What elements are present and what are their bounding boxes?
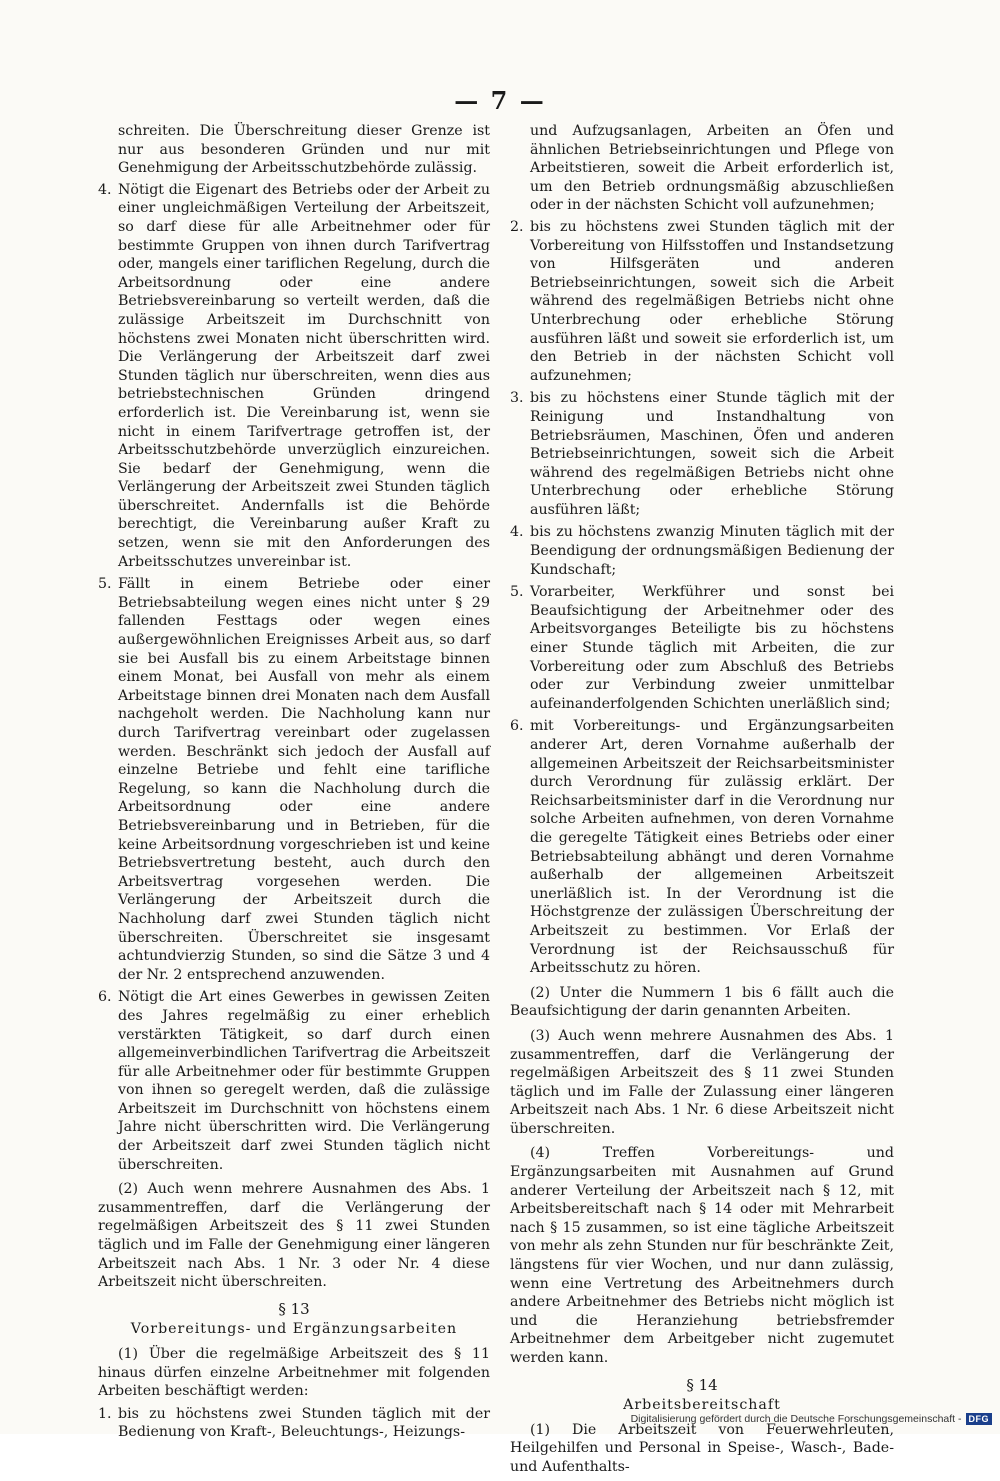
list-item bbox=[510, 523, 894, 579]
item-text: Nötigt die Art eines Gewerbes in gewissen Zeiten des Jahres regelmäßig zu einer erheblich verstärkten Tätigkeit, so darf durch einen allgemeinverbindlichen Tarifvertrag die Arbeitszeit für alle Arbeitnehmer oder für bestimmte Gruppen von ihnen so geregelt werden, daß die zulässige Arbeitszeit im Durchschnitt von höchstens einem Jahre nicht überschritten wird. Die Verlängerung der Arbeitszeit darf zwei Stunden täglich nicht überschreiten. bbox=[118, 989, 490, 1173]
item-text: Nötigt die Eigenart des Betriebs oder der Arbeit zu einer ungleichmäßigen Verteilung der Arbeitszeit, so darf diese für alle Arbeitnehmer oder für bestimmte Gruppen von ihnen durch Tarifvertrag oder, mangels einer tariflichen Regelung, durch die Arbeitsordnung oder eine andere Betriebsvereinbarung so verteilt werden, daß die zulässige Arbeitszeit im Durchschnitt von höchstens zwei Monaten nicht überschritten wird. Die Verlängerung der Arbeitszeit darf zwei Stunden täglich nur überschreiten, wenn dies aus betriebstechnischen Gründen dringend erforderlich ist. Die Vereinbarung ist, wenn sie nicht in einem Tarifvertrage getroffen ist, der Arbeitsschutzbehörde unverzüglich einzureichen. Sie bedarf der Genehmigung, wenn die Verlängerung der Arbeitszeit zwei Stunden täglich überschreitet. Andernfalls ist die Behörde berechtigt, die Vereinbarung außer Kraft zu setzen, wenn sie mit den Anforderungen des Arbeitsschutzes unvereinbar ist. bbox=[118, 181, 490, 570]
item-text: bis zu höchstens zwanzig Minuten täglich mit der Beendigung der ordnungsmäßigen Bedienung der Kundschaft; bbox=[530, 524, 894, 578]
item-number: 2. bbox=[510, 218, 524, 235]
section-paragraph-1: (1) Über die regelmäßige Arbeitszeit des § 11 hinaus dürfen einzelne Arbeitnehmer mit folgenden Arbeiten beschäftigt werden: bbox=[98, 1346, 490, 1400]
list-item bbox=[98, 1405, 490, 1442]
section-paragraph-1: (1) Die Arbeitszeit von Feuerwehrleuten, Heilgehilfen und Personal in Speise-, Wasch-, Bade- und Aufenthalts- bbox=[510, 1421, 894, 1475]
item-text: Vorarbeiter, Werkführer und sonst bei Beaufsichtigung der Arbeitnehmer oder des Arbeitsvorganges Beteiligte bis zu höchstens einer Stunde täglich mit Arbeiten, die zur Vorbereitung oder zum Abschluß des Betriebs oder zur Verbindung zweier unmittelbar aufeinanderfolgenden Schichten unerläßlich sind; bbox=[530, 584, 894, 712]
item-text: bis zu höchstens einer Stunde täglich mit der Reinigung und Instandhaltung von Betriebsräumen, Maschinen, Öfen und anderen Betriebseinrichtungen, soweit sich die Arbeit während des regelmäßigen Betriebs nicht ohne Unterbrechung oder erhebliche Störung ausführen läßt; bbox=[530, 390, 894, 518]
list-item bbox=[510, 389, 894, 519]
left-intro: schreiten. Die Überschreitung dieser Grenze ist nur aus besonderen Gründen und nur mit Genehmigung der Arbeitsschutzbehörde zulässig. bbox=[118, 123, 490, 177]
item-text: Fällt in einem Betriebe oder einer Betriebsabteilung wegen eines nicht unter § 29 fallenden Festtags oder wegen eines außergewöhnlichen Ereignisses Arbeit aus, so darf sie bei Ausfall bis zu einem Arbeitstage binnen einem Monat, bei Ausfall von mehr als einem Arbeitstage binnen drei Monaten nach dem Ausfall nachgeholt werden. Die Nachholung kann nur durch Tarifvertrag vereinbart oder zugelassen werden. Beschränkt sich jedoch der Ausfall auf einzelne Betriebe und fehlt eine tarifliche Regelung, so kann die Nachholung durch die Arbeitsordnung oder eine andere Betriebsvereinbarung und in Betrieben, für die keine Arbeitsordnung vorgeschrieben ist und keine Betriebsvertretung besteht, auch durch den Arbeitsvertrag vorgesehen werden. Die Verlängerung der Arbeitszeit durch die Nachholung darf zwei Stunden täglich nicht überschreiten. Überschreitet sie insgesamt achtundvierzig Stunden, so sind die Sätze 3 und 4 der Nr. 2 entsprechend anzuwenden. bbox=[118, 576, 490, 983]
list-item bbox=[510, 717, 894, 977]
item-number: 4. bbox=[98, 181, 112, 198]
left-column bbox=[98, 122, 490, 1446]
item-number: 1. bbox=[98, 1405, 112, 1422]
right-continuation: und Aufzugsanlagen, Arbeiten an Öfen und ähnlichen Betriebseinrichtungen und Pflege von Arbeitstieren, soweit die Arbeit erforderlich ist, um den Betrieb ordnungsmäßig abzuschließen oder in der nächsten Schicht voll aufzunehmen; bbox=[530, 123, 894, 214]
item-text: mit Vorbereitungs- und Ergänzungsarbeiten anderer Art, deren Vornahme außerhalb der allgemeinen Arbeitszeit der Reichsarbeitsminister durch Verordnung für zulässig erklärt. Der Reichsarbeitsminister darf in die Verordnung nur solche Arbeiten aufnehmen, von deren Vornahme die geregelte Tätigkeit eines Betriebs oder einer Betriebsabteilung abhängt und deren Vornahme außerhalb der allgemeinen Arbeitszeit unerläßlich ist. In der Verordnung ist die Höchstgrenze der zulässigen Überschreitung der Arbeitszeit zu bestimmen. Vor Erlaß der Verordnung ist der Reichsausschuß für Arbeitsschutz zu hören. bbox=[530, 718, 894, 977]
item-number: 3. bbox=[510, 390, 524, 407]
footer-text: Digitalisierung gefördert durch die Deutsche Forschungsgemeinschaft - bbox=[630, 1413, 962, 1425]
section-heading: § 14 bbox=[686, 1375, 718, 1394]
page-number: — 7 — bbox=[454, 86, 546, 115]
dfg-logo-icon: DFG bbox=[966, 1413, 993, 1425]
paragraph-4: (4) Treffen Vorbereitungs- und Ergänzungsarbeiten mit Ausnahmen auf Grund anderer Verteilung der Arbeitszeit nach § 12, mit Arbeitsbereitschaft nach § 14 oder mit Mehrarbeit nach § 15 zusammen, so ist eine tägliche Arbeitszeit von mehr als zehn Stunden nur für beschränkte Zeit, längstens für vier Wochen, und nur dann zulässig, wenn eine Vertretung des Arbeitnehmers durch andere Arbeitnehmer des Betriebs nicht möglich ist und die Heranziehung betriebsfremder Arbeitnehmer dem Arbeitgeber nicht zugemutet werden kann. bbox=[510, 1145, 894, 1366]
list-item bbox=[98, 181, 490, 571]
paragraph-3: (3) Auch wenn mehrere Ausnahmen des Abs. 1 zusammentreffen, darf die Verlängerung der regelmäßigen Arbeitszeit des § 11 zwei Stunden täglich und im Falle der Zulassung einer längeren Arbeitszeit nach Abs. 1 Nr. 6 diese Arbeitszeit nicht überschreiten. bbox=[510, 1027, 894, 1137]
item-number: 6. bbox=[98, 989, 112, 1006]
list-item bbox=[98, 988, 490, 1174]
list-item bbox=[510, 583, 894, 713]
item-text: bis zu höchstens zwei Stunden täglich mit der Bedienung von Kraft-, Beleuchtungs-, Heizungs- bbox=[118, 1405, 490, 1441]
footer bbox=[631, 1413, 992, 1425]
item-number: 4. bbox=[510, 524, 524, 541]
section-title: Vorbereitungs- und Ergänzungsarbeiten bbox=[130, 1321, 458, 1338]
section-heading: § 13 bbox=[278, 1299, 310, 1318]
item-number: 5. bbox=[510, 584, 524, 601]
item-number: 6. bbox=[510, 718, 524, 735]
list-item bbox=[510, 218, 894, 385]
item-text: bis zu höchstens zwei Stunden täglich mit der Vorbereitung von Hilfsstoffen und Instandsetzung von Hilfsgeräten und anderen Betriebseinrichtungen, soweit sich die Arbeit während des regelmäßigen Betriebs nicht ohne Unterbrechung oder erhebliche Störung ausführen läßt und soweit sie erforderlich ist, um den Betrieb in der nächsten Schicht voll aufzunehmen; bbox=[530, 218, 894, 384]
paragraph-2: (2) Auch wenn mehrere Ausnahmen des Abs. 1 zusammentreffen, darf die Verlängerung der regelmäßigen Arbeitszeit des § 11 zwei Stunden täglich und im Falle der Genehmigung einer längeren Arbeitszeit nach Abs. 1 Nr. 3 oder Nr. 4 diese Arbeitszeit nicht überschreiten. bbox=[98, 1181, 490, 1291]
list-item bbox=[98, 575, 490, 984]
paragraph-2: (2) Unter die Nummern 1 bis 6 fällt auch die Beaufsichtigung der darin genannten Arbeiten. bbox=[510, 984, 894, 1020]
right-column bbox=[510, 122, 894, 1481]
item-number: 5. bbox=[98, 576, 112, 593]
section-title: Arbeitsbereitschaft bbox=[623, 1397, 781, 1414]
